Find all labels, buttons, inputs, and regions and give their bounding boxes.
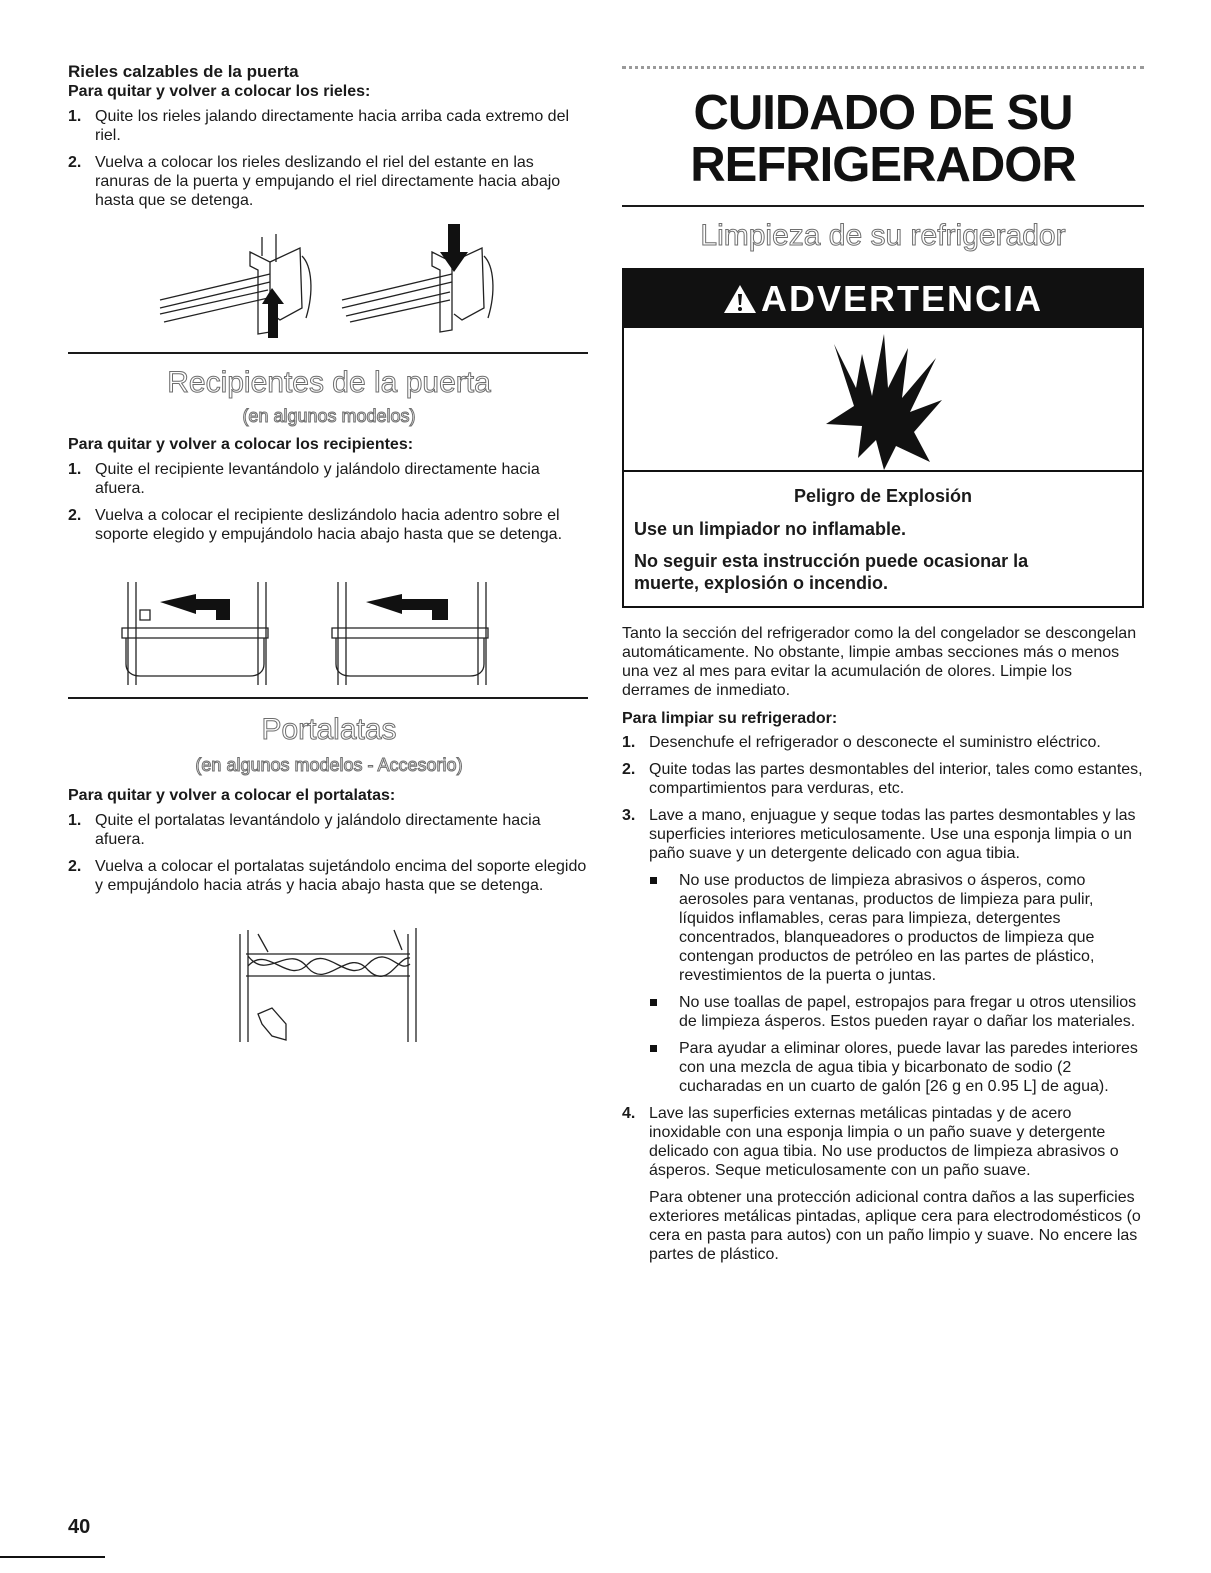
square-bullet-icon [650, 999, 657, 1006]
list-item: Para ayudar a eliminar olores, puede lavar las paredes interiores con una mezcla de agua tibia y bicarbonato de sodio (2 cucharadas en un cuarto de galón [26 g en 0.95 L] de agua). [622, 1039, 1144, 1096]
main-title-line2: REFRIGERADOR [690, 138, 1076, 192]
list-item: 2. Vuelva a colocar los rieles deslizando el riel del estante en las ranuras de la puerta y empujando el riel directamente hacia abajo hasta que se detenga. [68, 154, 561, 209]
bins-illustration [118, 580, 498, 690]
cans-subheading: Para quitar y volver a colocar el portalatas: [68, 787, 396, 804]
list-item: No use productos de limpieza abrasivos o ásperos, como aerosoles para ventanas, productos de limpieza para pulir, líquidos inflamables, ceras para limpieza, detergentes concentrados, blanqueadores o productos de limpieza que contengan productos de petróleo en las partes de plástico, revestimientos de la puerta o juntas. [622, 871, 1144, 985]
main-title-line1: CUIDADO DE SU [693, 86, 1073, 140]
warning-triangle-icon [723, 284, 757, 314]
list-item: No use toallas de papel, estropajos para fregar u otros utensilios de limpieza ásperos. Estos pueden rayar o dañar los materiales. [622, 993, 1144, 1031]
bins-subtitle: (en algunos modelos) [242, 406, 416, 426]
list-item: 1. Quite el recipiente levantándolo y jalándolo directamente hacia afuera. [68, 461, 540, 497]
rails-subheading: Para quitar y volver a colocar los rieles: [68, 83, 371, 100]
list-item: 4. Lave las superficies externas metálicas pintadas y de acero inoxidable con una esponja limpia o un paño suave y detergente delicado con agua tibia. No use productos de limpieza abrasivos o ásperos. Seque meticulosamente con un paño suave. Para obtener una protección adicional contra daños a las superficies exteriores metálicas pintadas, aplique cera para electrodomésticos (o cera en pasta para autos) con un paño limpio y suave. No encere las partes de plástico. [622, 1104, 1144, 1264]
step4-extra: Para obtener una protección adicional contra daños a las superficies exteriores metálicas pintadas, aplique cera para electrodomésticos (o cera en pasta para autos) con un paño limpio y suave. No encere las partes de plástico. [649, 1189, 1141, 1263]
footer-rule [0, 1556, 105, 1558]
list-item: 2. Quite todas las partes desmontables del interior, tales como estantes, compartimientos para verduras, etc. [622, 761, 1143, 797]
list-item: 3. Lave a mano, enjuague y seque todas las partes desmontables y las superficies interiores meticulosamente. Use una esponja limpia o un paño suave y un detergente delicado con agua tibia. [622, 807, 1136, 862]
bins-title: Recipientes de la puerta [167, 366, 491, 399]
square-bullet-icon [650, 877, 657, 884]
list-item: 1. Desenchufe el refrigerador o desconecte el suministro eléctrico. [622, 734, 1101, 751]
hazard-title: Peligro de Explosión [793, 486, 973, 506]
rails-heading: Rieles calzables de la puerta [68, 62, 299, 81]
warning-box [622, 268, 1144, 608]
warning-line2: No seguir esta instrucción puede ocasionar la muerte, explosión o incendio. [634, 551, 1029, 593]
clean-heading: Para limpiar su refrigerador: [622, 710, 838, 727]
square-bullet-icon [650, 1045, 657, 1052]
cans-subtitle: (en algunos modelos - Accesorio) [195, 755, 463, 775]
section-divider [68, 352, 588, 354]
top-dotted-rule [622, 66, 1144, 69]
cans-title: Portalatas [261, 713, 397, 746]
intro-paragraph: Tanto la sección del refrigerador como la del congelador se descongelan automáticamente. No obstante, limpie ambas secciones más o menos una vez al mes para evitar la acumulación de olores. Limpie los derrames de inmediato. [622, 625, 1137, 699]
bins-subheading: Para quitar y volver a colocar los recipientes: [68, 436, 414, 453]
list-item: 1. Quite el portalatas levantándolo y jalándolo directamente hacia afuera. [68, 812, 541, 848]
can-rack-illustration [228, 924, 428, 1044]
rails-illustration [150, 222, 510, 344]
explosion-icon [818, 328, 948, 470]
cleaning-section-title: Limpieza de su refrigerador [700, 219, 1066, 252]
page-number: 40 [68, 1516, 91, 1538]
list-item: 2. Vuelva a colocar el portalatas sujetándolo encima del soporte elegido y empujándolo hacia atrás y hacia abajo hasta que se detenga. [68, 858, 587, 894]
section-divider [68, 697, 588, 699]
list-item: 1. Quite los rieles jalando directamente hacia arriba cada extremo del riel. [68, 108, 570, 144]
warning-line1: Use un limpiador no inflamable. [634, 519, 907, 539]
warning-header [624, 270, 1142, 328]
title-divider [622, 205, 1144, 207]
warning-header-label: ADVERTENCIA [760, 278, 1043, 319]
list-item: 2. Vuelva a colocar el recipiente deslizándolo hacia adentro sobre el soporte elegido y empujándolo hacia abajo hasta que se detenga. [68, 507, 563, 543]
